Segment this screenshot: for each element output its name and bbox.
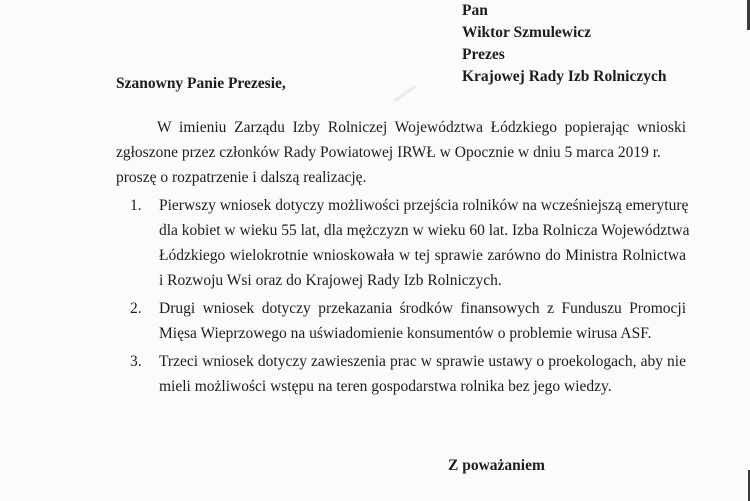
- salutation: Szanowny Panie Prezesie,: [116, 75, 286, 92]
- list-item: [130, 193, 690, 293]
- recipient-block: [462, 0, 667, 88]
- intro-line-2: zgłoszone przez członków Rady Powiatowej IRWŁ w Opocznie w dniu 5 marca 2019 r.: [116, 144, 661, 161]
- recipient-title: Pan: [462, 2, 488, 19]
- intro-line-3: proszę o rozpatrzenie i dalszą realizację.: [116, 169, 367, 186]
- recipient-position: Prezes: [462, 46, 505, 63]
- intro-paragraph: [116, 115, 686, 190]
- list-item-line: dla kobiet w wieku 55 lat, dla mężczyzn w wieku 60 lat. Izba Rolnicza Województwa: [159, 222, 690, 239]
- list-item: [130, 296, 686, 346]
- recipient-organization: Krajowej Rady Izb Rolniczych: [462, 68, 667, 85]
- list-item-number: 1.: [130, 197, 142, 214]
- list-item-line: Łódzkiego wielokrotnie wnioskowała w tej sprawie zarówno do Ministra Rolnictwa: [159, 247, 686, 264]
- recipient-name: Wiktor Szmulewicz: [462, 24, 592, 41]
- list-item-line: mieli możliwości wstępu na teren gospodarstwa rolnika bez jego wiedzy.: [159, 378, 612, 395]
- list-item-number: 2.: [130, 300, 142, 317]
- list-item-line: Trzeci wniosek dotyczy zawieszenia prac w sprawie ustawy o proekologach, aby nie: [159, 353, 686, 370]
- requests-list: [130, 193, 690, 402]
- list-item-line: Drugi wniosek dotyczy przekazania środków finansowych z Funduszu Promocji: [159, 300, 686, 317]
- closing-phrase: Z poważaniem: [448, 457, 545, 474]
- list-item-line: i Rozwoju Wsi oraz do Krajowej Rady Izb Rolniczych.: [159, 272, 502, 289]
- list-item-line: Mięsa Wieprzowego na uświadomienie konsumentów o problemie wirusa ASF.: [159, 325, 652, 342]
- list-item: [130, 349, 686, 399]
- intro-line-1: W imieniu Zarządu Izby Rolniczej Województwa Łódzkiego popierając wnioski: [157, 119, 686, 136]
- scan-smudge: [393, 85, 416, 102]
- list-item-number: 3.: [130, 353, 142, 370]
- list-item-line: Pierwszy wniosek dotyczy możliwości przejścia rolników na wcześniejszą emeryturę: [159, 197, 689, 214]
